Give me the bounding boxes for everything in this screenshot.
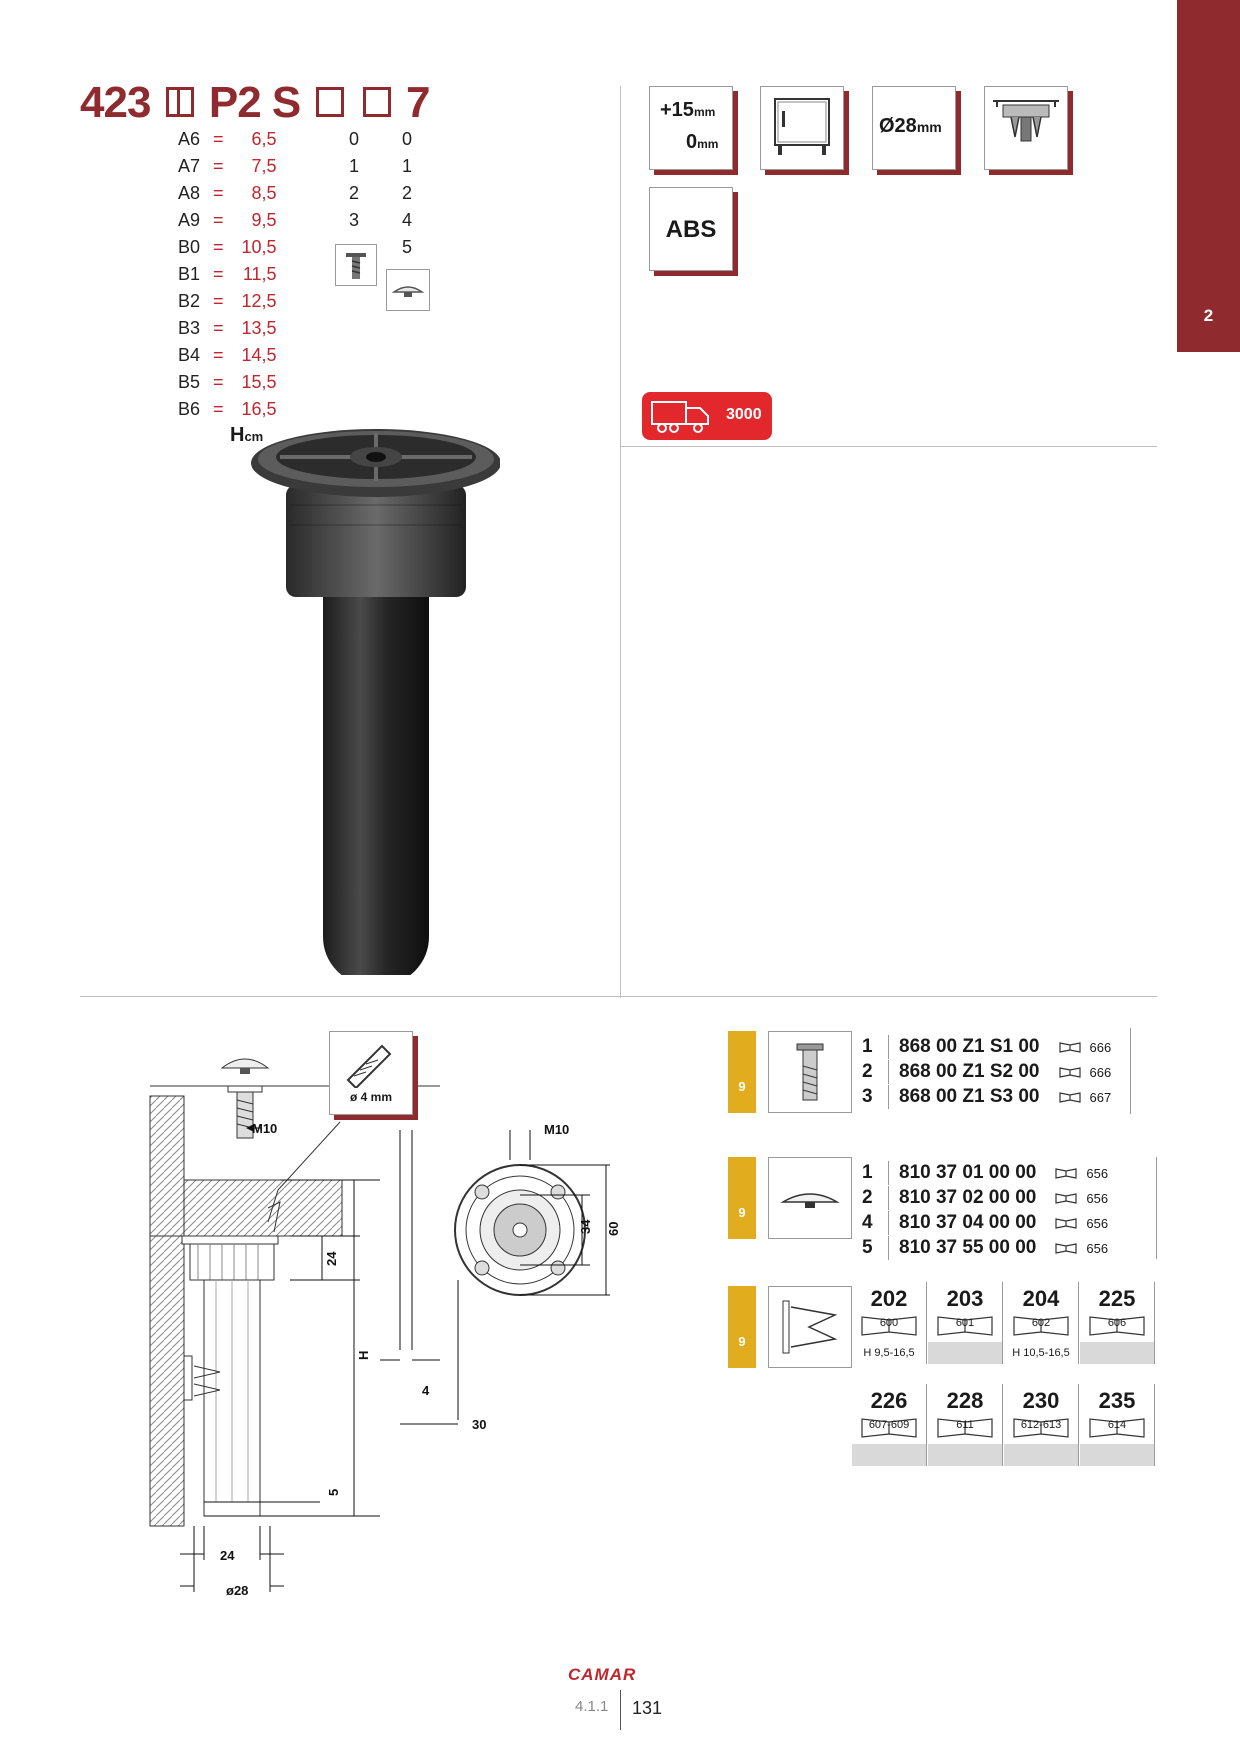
accessory-row (862, 1186, 1108, 1210)
code-suffix: 7 (405, 78, 430, 127)
height-value: 7,5 (251, 156, 277, 176)
height-row (178, 264, 277, 285)
pack-quantity: 3000 (726, 406, 762, 423)
qty-3: 9 (738, 1334, 746, 1349)
catalog-page-book (1087, 1416, 1147, 1440)
brand-logo: CAMAR (568, 1665, 637, 1684)
accessory-row (862, 1085, 1111, 1109)
catalog-page-ref: 656 (1086, 1166, 1109, 1182)
equals-sign: = (208, 318, 229, 338)
diameter-value: Ø28 (879, 115, 917, 137)
vertical-divider (620, 86, 621, 998)
option-cap-value: 0 (401, 129, 412, 149)
catalog-page-ref: 656 (1086, 1241, 1109, 1257)
catalog-page-ref: 667 (1089, 1090, 1112, 1106)
product-leg-image (250, 425, 500, 975)
height-code: B0 (178, 237, 201, 257)
accessory-option: 1 (862, 1036, 873, 1058)
screw-icon (336, 245, 376, 285)
catalog-page-number: 606 (1107, 1317, 1127, 1329)
catalog-page-book (1011, 1416, 1071, 1440)
height-value: 12,5 (241, 291, 277, 311)
accessory-row (862, 1060, 1111, 1084)
bracket-accessory-box (768, 1286, 852, 1368)
equals-sign: = (208, 291, 229, 311)
equals-sign: = (208, 210, 229, 230)
catalog-page-number: 612-613 (1020, 1419, 1062, 1431)
height-row (178, 345, 277, 366)
equals-sign: = (208, 129, 229, 149)
wood-screw-icon (330, 1032, 412, 1088)
cap-option-icon (386, 269, 430, 311)
accessory-option: 2 (862, 1061, 873, 1083)
code-placeholder-option2 (363, 87, 391, 117)
option-screw-value: 3 (348, 210, 359, 230)
dim-24: 24 (324, 1251, 339, 1266)
cap-accessory-box (768, 1157, 852, 1239)
catalog-ref-number: 230 (1022, 1388, 1060, 1413)
catalog-book-icon (1058, 1040, 1082, 1054)
catalog-ref-number: 204 (1022, 1286, 1060, 1311)
catalog-ref-cell (852, 1384, 927, 1466)
accessory-row (862, 1035, 1111, 1059)
qty-2: 9 (738, 1205, 746, 1220)
catalog-book-icon (1054, 1166, 1078, 1180)
accessory-row (862, 1236, 1108, 1260)
catalog-page-book (935, 1314, 995, 1338)
height-value: 16,5 (241, 399, 277, 419)
dim-H: H (356, 1350, 371, 1360)
option-cap-value: 5 (401, 237, 412, 257)
cover-cap-icon (769, 1158, 851, 1238)
catalog-ref-note (1004, 1444, 1078, 1466)
accessory-code: 868 00 Z1 S3 00 (899, 1086, 1040, 1108)
height-code: B5 (178, 372, 201, 392)
qty-bar-1 (728, 1031, 756, 1113)
row-separator (888, 1060, 889, 1084)
catalog-ref-note (1080, 1444, 1154, 1466)
catalog-ref-note: H 9,5-16,5 (852, 1342, 926, 1364)
height-code: A6 (178, 129, 201, 149)
base-mount-feature (984, 86, 1068, 170)
option-cap-value: 4 (401, 210, 412, 230)
product-code (80, 78, 429, 128)
diameter-feature (872, 86, 956, 170)
height-row (178, 183, 277, 204)
option-screw-value: 1 (348, 156, 359, 176)
catalog-page-ref: 656 (1086, 1191, 1109, 1207)
catalog-page-ref: 666 (1089, 1065, 1112, 1081)
dim-30: 30 (472, 1417, 487, 1432)
screw-option-icon (335, 244, 377, 286)
dim-m10-right: M10 (544, 1122, 570, 1137)
catalog-page-book (859, 1314, 919, 1338)
height-unit-h: H (230, 424, 245, 446)
equals-sign: = (208, 156, 229, 176)
row-separator (888, 1035, 889, 1059)
height-code: A9 (178, 210, 201, 230)
height-value: 6,5 (251, 129, 277, 149)
catalog-ref-note (928, 1342, 1002, 1364)
height-adjust-feature (649, 86, 733, 170)
dim-24-bottom: 24 (220, 1548, 235, 1563)
catalog-page-number: 611 (956, 1419, 974, 1431)
row-separator (888, 1211, 889, 1235)
cabinet-application-feature (760, 86, 844, 170)
catalog-ref-note (928, 1444, 1002, 1466)
height-code: B6 (178, 399, 201, 419)
catalog-ref-cell (1080, 1384, 1155, 1466)
catalog-page-number: 602 (1031, 1317, 1051, 1329)
catalog-book-icon (1054, 1241, 1078, 1255)
height-code: A8 (178, 183, 201, 203)
row-separator (888, 1161, 889, 1185)
accessory-code: 810 37 55 00 00 (899, 1237, 1037, 1259)
cap-icon (387, 270, 429, 310)
height-value: 8,5 (251, 183, 277, 203)
height-value: 14,5 (241, 345, 277, 365)
catalog-ref-note: H 10,5-16,5 (1004, 1342, 1078, 1364)
row-separator (888, 1085, 889, 1109)
catalog-ref-number: 235 (1098, 1388, 1136, 1413)
dim-m10-left: M10 (252, 1121, 278, 1136)
catalog-ref-number: 225 (1098, 1286, 1136, 1311)
catalog-ref-cell (1004, 1384, 1079, 1466)
grp2-border (1156, 1157, 1157, 1259)
catalog-page-book (1087, 1314, 1147, 1338)
horizontal-divider-right (620, 446, 1157, 447)
equals-sign: = (208, 264, 229, 284)
material-label: ABS (665, 216, 717, 243)
accessory-code: 810 37 01 00 00 (899, 1162, 1037, 1184)
catalog-ref-number: 203 (946, 1286, 984, 1311)
horizontal-divider-main (80, 996, 1157, 997)
accessory-row (862, 1161, 1108, 1185)
footer-divider (620, 1690, 621, 1730)
catalog-book-icon (1058, 1065, 1082, 1079)
height-value: 9,5 (251, 210, 277, 230)
height-value: 11,5 (242, 264, 277, 284)
catalog-page-book (935, 1416, 995, 1440)
catalog-ref-note (1080, 1342, 1154, 1364)
option-cap-value: 2 (401, 183, 412, 203)
truck-icon (650, 398, 712, 434)
catalog-page-number: 600 (879, 1317, 899, 1329)
height-code: B4 (178, 345, 201, 365)
height-value: 15,5 (241, 372, 277, 392)
height-row (178, 129, 277, 150)
machine-screw-icon (769, 1032, 851, 1112)
accessory-code: 810 37 02 00 00 (899, 1187, 1037, 1209)
height-row (178, 372, 277, 393)
equals-sign: = (208, 399, 229, 419)
equals-sign: = (208, 237, 229, 257)
height-row (178, 399, 277, 420)
height-row (178, 156, 277, 177)
dim-5: 5 (326, 1488, 341, 1496)
catalog-ref-cell (928, 1282, 1003, 1364)
catalog-page-number: 614 (1107, 1419, 1127, 1431)
height-code: A7 (178, 156, 201, 176)
qty-bar-3 (728, 1286, 756, 1368)
chapter-tab (1177, 0, 1240, 352)
code-placeholder-height (166, 87, 194, 117)
catalog-ref-cell (852, 1282, 927, 1364)
height-value: 10,5 (241, 237, 277, 257)
catalog-page-number: 607-609 (868, 1419, 910, 1431)
height-code: B2 (178, 291, 201, 311)
catalog-page-ref: 666 (1089, 1040, 1112, 1056)
bracket-icon (769, 1287, 851, 1367)
accessory-option: 2 (862, 1187, 873, 1209)
accessory-code: 810 37 04 00 00 (899, 1212, 1037, 1234)
height-row (178, 210, 277, 231)
height-row (178, 237, 277, 258)
packaging-badge (642, 392, 772, 440)
accessory-code: 868 00 Z1 S1 00 (899, 1036, 1040, 1058)
dim-60: 60 (606, 1221, 621, 1236)
accessory-option: 4 (862, 1212, 873, 1234)
height-row (178, 318, 277, 339)
height-code: B3 (178, 318, 201, 338)
code-mid: P2 S (208, 78, 301, 127)
catalog-ref-cell (1004, 1282, 1079, 1364)
catalog-book-icon (1058, 1090, 1082, 1104)
qty-1: 9 (738, 1079, 746, 1094)
catalog-book-icon (1054, 1191, 1078, 1205)
cabinet-icon (761, 87, 843, 169)
equals-sign: = (208, 183, 229, 203)
catalog-ref-cell (928, 1384, 1003, 1466)
accessory-option: 5 (862, 1237, 873, 1259)
dim-4: 4 (422, 1383, 430, 1398)
height-value: 13,5 (241, 318, 277, 338)
accessory-row (862, 1211, 1108, 1235)
catalog-ref-cell (1080, 1282, 1155, 1364)
catalog-page-book (859, 1416, 919, 1440)
catalog-page-ref: 656 (1086, 1216, 1109, 1232)
code-placeholder-option1 (316, 87, 344, 117)
screw-accessory-box (768, 1031, 852, 1113)
accessory-code: 868 00 Z1 S2 00 (899, 1061, 1040, 1083)
row-separator (888, 1186, 889, 1210)
adjust-top-value: +15 (660, 99, 694, 121)
accessory-option: 3 (862, 1086, 873, 1108)
base-mount-icon (985, 87, 1067, 169)
height-code: B1 (178, 264, 201, 284)
catalog-page-number: 601 (955, 1317, 975, 1329)
accessory-option: 1 (862, 1162, 873, 1184)
page-number: 131 (632, 1698, 663, 1718)
adjust-top-unit: mm (693, 105, 716, 119)
adjust-bottom-unit: mm (697, 137, 719, 151)
section-number: 4.1.1 (575, 1698, 609, 1715)
adjust-bottom-value: 0 (686, 131, 698, 153)
catalog-ref-number: 228 (946, 1388, 984, 1413)
equals-sign: = (208, 345, 229, 365)
option-cap-value: 1 (401, 156, 412, 176)
catalog-page-book (1011, 1314, 1071, 1338)
grp1-border (1130, 1028, 1131, 1114)
code-prefix: 423 (80, 78, 151, 127)
diameter-unit: mm (916, 119, 942, 135)
screw-diameter-label: ø 4 mm (349, 1090, 392, 1104)
option-screw-value: 0 (348, 129, 359, 149)
option-screw-value: 2 (348, 183, 359, 203)
row-separator (888, 1236, 889, 1260)
equals-sign: = (208, 372, 229, 392)
dim-34: 34 (578, 1219, 593, 1234)
catalog-ref-note (852, 1444, 926, 1466)
dim-ø28: ø28 (226, 1583, 249, 1598)
catalog-book-icon (1054, 1216, 1078, 1230)
material-feature (649, 187, 733, 271)
qty-bar-2 (728, 1157, 756, 1239)
screw-spec-box (329, 1031, 413, 1115)
chapter-number: 2 (1203, 306, 1214, 325)
height-row (178, 291, 277, 312)
catalog-ref-number: 202 (870, 1286, 908, 1311)
catalog-ref-number: 226 (870, 1388, 908, 1413)
height-unit-cm: cm (244, 429, 264, 444)
